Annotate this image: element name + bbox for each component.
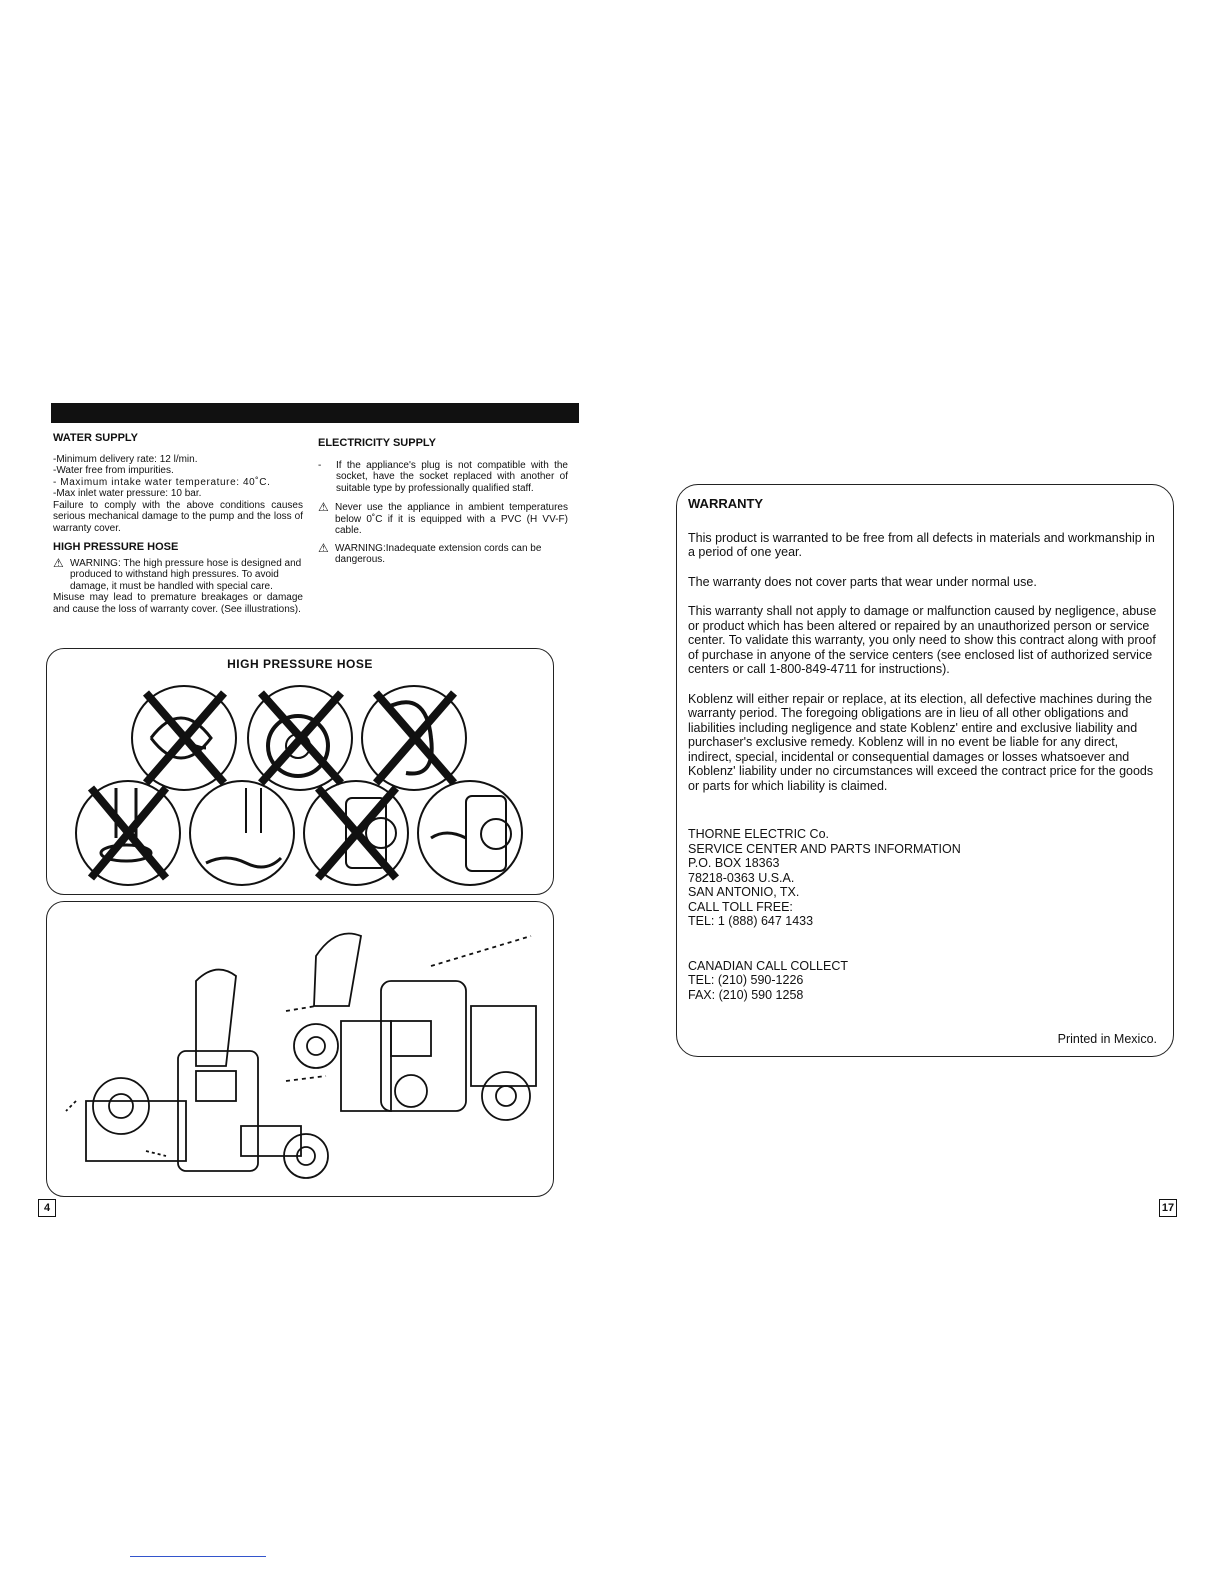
water-supply-note: Failure to comply with the above conditions causes serious mechanical damage to the pump and the loss of warranty cover. xyxy=(53,499,303,534)
electricity-item xyxy=(318,502,568,537)
warranty-text xyxy=(688,497,1163,1002)
warranty-paragraph: This warranty shall not apply to damage or malfunction caused by negligence, abuse or product which has been altered or repaired by an unauthorized person or service center. To validate this warranty, you only need to show this contract along with proof of purchase in anyone of the service centers (see enclosed list of authorized service centers or call 1-800-849-4711 for instructions). xyxy=(688,604,1157,676)
page-number-left: 4 xyxy=(38,1199,56,1217)
hose-warning-text: WARNING: The high pressure hose is designed and produced to withstand high pressures. To avoid damage, it must be handled with special care. xyxy=(70,557,302,592)
electricity-item xyxy=(318,540,568,566)
warning-triangle-icon: ⚠ xyxy=(318,540,329,555)
address-line: CALL TOLL FREE: xyxy=(688,899,793,914)
hose-reel-crossed-illustration xyxy=(304,781,408,885)
canada-line: TEL: (210) 590-1226 xyxy=(688,973,804,987)
hose-illustration xyxy=(46,648,554,895)
address-line: TEL: 1 (888) 647 1433 xyxy=(688,914,814,928)
water-supply-line: -Minimum delivery rate: 12 l/min. xyxy=(53,453,198,465)
warning-triangle-icon: ⚠ xyxy=(318,500,329,514)
water-supply-line: - Maximum intake water temperature: 40˚C. xyxy=(53,476,271,488)
water-supply-line: -Max inlet water pressure: 10 bar. xyxy=(53,488,202,499)
electricity-column xyxy=(318,438,568,572)
page-number-right: 17 xyxy=(1159,1199,1177,1217)
dash-bullet: - xyxy=(318,459,322,471)
hose-knot-crossed-illustration xyxy=(132,686,236,790)
electricity-heading: ELECTRICITY SUPPLY xyxy=(318,437,436,449)
address-line: SERVICE CENTER AND PARTS INFORMATION xyxy=(688,841,961,856)
warranty-paragraph: Koblenz will either repair or replace, at its election, all defective machines during the warranty period. The foregoing obligations are in lieu of all other obligations and liabilities including negligence and state Koblenz' entire and exclusive liability and purchaser's exclusive remedy. Koblenz will in no event be liable for any direct, indirect, special, incidental or consequential damages or losses whatsoever and Koblenz' liability under no circumstances will exceed the contract price for the goods or parts for which liability is claimed. xyxy=(688,691,1154,793)
hose-note: Misuse may lead to premature breakages or damage and cause the loss of warranty cover. (See illustrations). xyxy=(53,592,303,615)
water-supply-heading: WATER SUPPLY xyxy=(53,432,138,444)
hose-reel-correct-illustration xyxy=(418,781,522,885)
hose-warning xyxy=(53,555,303,593)
washer-assembled-illustration xyxy=(66,970,328,1178)
address-line: SAN ANTONIO, TX. xyxy=(688,885,800,899)
hose-extended-illustration xyxy=(190,781,294,885)
hose-coiled-crossed-illustration xyxy=(76,781,180,885)
water-supply-line: -Water free from impurities. xyxy=(53,465,174,476)
electricity-item-text: WARNING:Inadequate extension cords can be dangerous. xyxy=(335,542,542,565)
printed-in-mexico: Printed in Mexico. xyxy=(1057,1032,1157,1046)
hose-illustration-title: HIGH PRESSURE HOSE xyxy=(227,657,373,671)
canada-line: CANADIAN CALL COLLECT xyxy=(688,958,848,973)
canada-line: FAX: (210) 590 1258 xyxy=(688,987,804,1002)
left-column xyxy=(53,433,303,615)
warranty-paragraph: This product is warranted to be free from all defects in materials and workmanship in a period of one year. xyxy=(688,530,1155,559)
address-line: THORNE ELECTRIC Co. xyxy=(688,827,829,841)
section-header-bar xyxy=(51,403,579,423)
electricity-item xyxy=(318,460,568,495)
washer-exploded-illustration xyxy=(286,934,536,1121)
hose-kink-crossed-illustration xyxy=(362,686,466,790)
warranty-paragraph: The warranty does not cover parts that wear under normal use. xyxy=(688,574,1037,589)
pressure-washer-assembly-illustration xyxy=(46,901,554,1197)
warning-triangle-icon: ⚠ xyxy=(53,555,64,570)
electricity-item-text: If the appliance's plug is not compatible with the socket, have the socket replaced with another of suitable type by professionally qualified staff. xyxy=(336,459,568,494)
hose-heading: HIGH PRESSURE HOSE xyxy=(53,541,179,553)
hose-wheel-crossed-illustration xyxy=(248,686,352,790)
warranty-title: WARRANTY xyxy=(688,496,764,511)
link-underline xyxy=(130,1556,266,1557)
electricity-item-text: Never use the appliance in ambient temperatures below 0˚C if it is equipped with a PVC (H VV-F) cable. xyxy=(335,502,568,536)
address-line: 78218-0363 U.S.A. xyxy=(688,870,795,885)
address-line: P.O. BOX 18363 xyxy=(688,856,780,870)
